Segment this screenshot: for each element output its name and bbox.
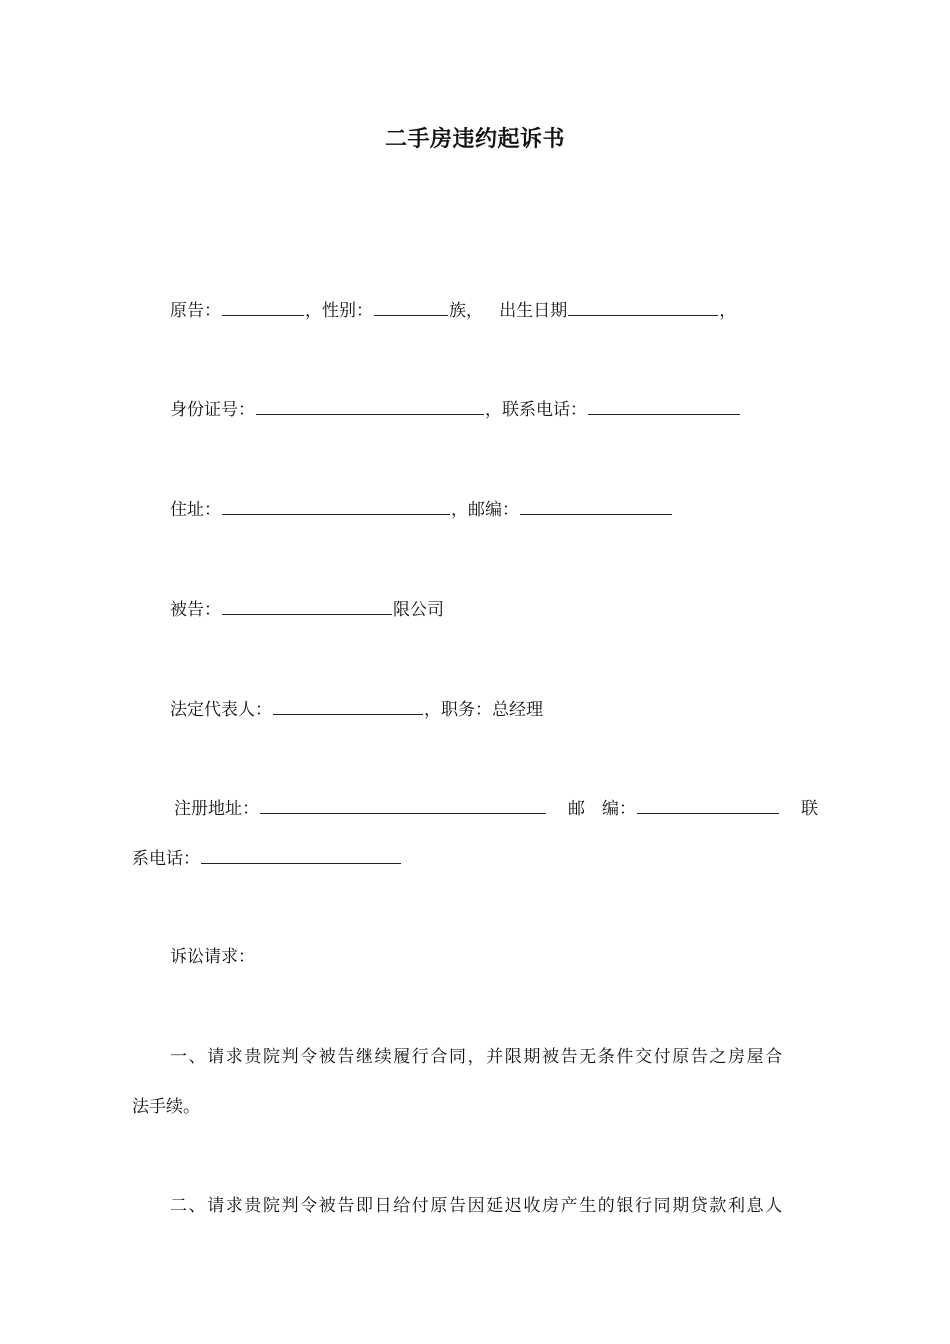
legal-rep-line	[170, 697, 543, 722]
plaintiff-phone-label: ，联系电话：	[485, 400, 587, 420]
reg-phone-blank	[201, 846, 401, 864]
reg-postcode-group	[568, 796, 780, 821]
plaintiff-end-punct: ，	[719, 301, 737, 321]
plaintiff-id-line	[170, 397, 741, 422]
address-blank	[222, 497, 450, 515]
legal-rep-blank	[273, 697, 423, 715]
reg-phone-label-part2: 系电话：	[132, 849, 200, 869]
plaintiff-label: 原告：	[170, 301, 221, 321]
defendant-label: 被告：	[170, 600, 221, 620]
id-number-blank	[256, 397, 484, 415]
plaintiff-address-line	[170, 497, 673, 522]
position-label: ，职务：	[424, 700, 492, 720]
claim-item-2-line-1: 二、请求贵院判令被告即日给付原告因延迟收房产生的银行同期贷款利息人	[170, 1196, 784, 1216]
birth-date-blank	[568, 298, 718, 316]
position-value: 总经理	[492, 700, 543, 720]
reg-phone-line	[132, 846, 402, 871]
plaintiff-postcode-label: ，邮编：	[451, 500, 519, 520]
gender-label: ，性别：	[305, 301, 373, 321]
gender-blank	[374, 298, 448, 316]
plaintiff-phone-blank	[588, 397, 740, 415]
claim-item-1-line-2: 法手续。	[132, 1097, 200, 1117]
birth-label: 出生日期	[499, 301, 568, 321]
id-label: 身份证号：	[170, 400, 255, 420]
document-title: 二手房违约起诉书	[384, 127, 565, 152]
defendant-name-blank	[222, 597, 392, 615]
reg-postcode-blank	[637, 796, 779, 814]
legal-rep-label: 法定代表人：	[170, 700, 272, 720]
company-suffix: 限公司	[393, 600, 444, 620]
claims-heading: 诉讼请求：	[170, 947, 255, 967]
reg-address-group	[174, 796, 547, 821]
plaintiff-postcode-blank	[520, 497, 672, 515]
plaintiff-line	[170, 298, 736, 323]
reg-address-label: 注册地址：	[174, 799, 259, 819]
reg-postcode-label: 邮 编：	[568, 799, 636, 819]
reg-phone-label-part1: 联	[801, 799, 818, 819]
claim-item-1-line-1: 一、请求贵院判令被告继续履行合同，并限期被告无条件交付原告之房屋合	[170, 1047, 784, 1067]
reg-address-line	[174, 796, 818, 821]
ethnicity-suffix: 族，	[449, 301, 483, 321]
address-label: 住址：	[170, 500, 221, 520]
plaintiff-name-blank	[222, 298, 304, 316]
reg-address-blank	[260, 796, 546, 814]
defendant-line	[170, 597, 444, 622]
